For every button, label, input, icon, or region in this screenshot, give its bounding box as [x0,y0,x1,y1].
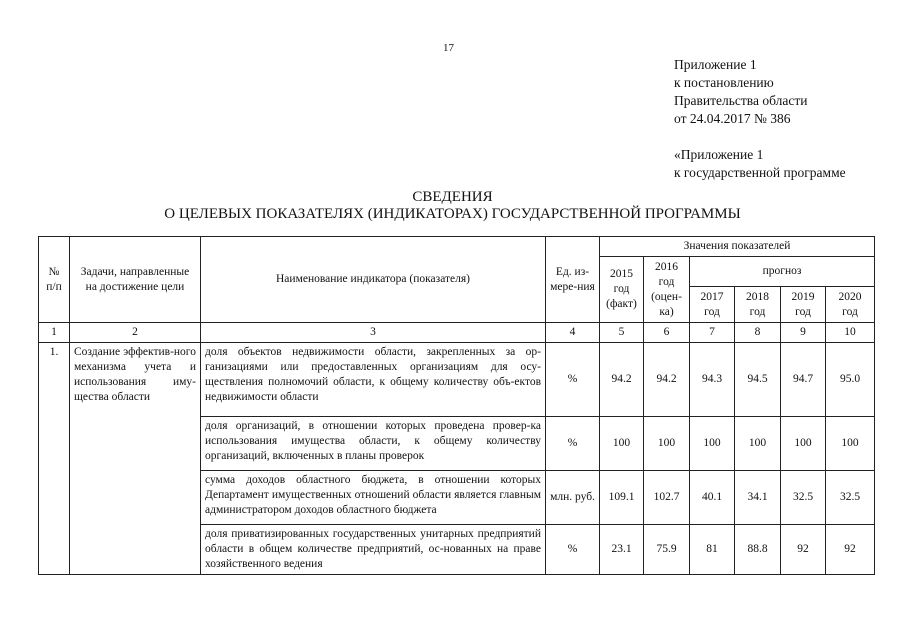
value-2016: 94.2 [644,343,690,417]
header-values: Значения показателей [600,237,875,257]
header-2017: 2017 год [690,287,735,323]
appendix-line: от 24.04.2017 № 386 [674,111,791,126]
value-2020: 95.0 [826,343,875,417]
header-unit: Ед. из-мере-ния [546,237,600,323]
header-num: № п/п [39,237,70,323]
value-2015: 109.1 [600,471,644,525]
indicator-unit: % [546,417,600,471]
indicator-unit: млн. руб. [546,471,600,525]
document-title: СВЕДЕНИЯ [412,189,493,205]
column-number: 3 [201,323,546,343]
page-number: 17 [443,42,454,54]
appendix-line: к постановлению [674,75,774,90]
value-2017: 94.3 [690,343,735,417]
column-number: 10 [826,323,875,343]
indicators-table [38,236,875,575]
value-2020: 100 [826,417,875,471]
value-2018: 88.8 [735,525,781,575]
value-2016: 100 [644,417,690,471]
task-description: Создание эффектив-ного механизма учета и использования иму-щества области [70,343,201,575]
appendix-line: «Приложение 1 [674,147,764,162]
indicator-name: доля объектов недвижимости области, закрепленных за ор-ганизациями или предоставленных организациям для осу-ществления полномочий области, к общему количеству объ-ектов недвижимости области [201,343,546,417]
table-row [39,343,875,417]
value-2020: 92 [826,525,875,575]
value-2019: 92 [781,525,826,575]
column-number: 1 [39,323,70,343]
column-number-row [39,323,875,343]
column-number: 4 [546,323,600,343]
value-2015: 100 [600,417,644,471]
document-subtitle: О ЦЕЛЕВЫХ ПОКАЗАТЕЛЯХ (ИНДИКАТОРАХ) ГОСУДАРСТВЕННОЙ ПРОГРАММЫ [164,206,741,222]
value-2015: 94.2 [600,343,644,417]
indicator-name: сумма доходов областного бюджета, в отношении которых Департамент имущественных отношений области является главным администратором доходов областного бюджета [201,471,546,525]
indicator-unit: % [546,343,600,417]
appendix-line: Приложение 1 [674,57,757,72]
indicator-name: доля приватизированных государственных унитарных предприятий области в общем количестве предприятий, ос-нованных на праве хозяйственного ведения [201,525,546,575]
column-number: 9 [781,323,826,343]
header-2018: 2018 год [735,287,781,323]
value-2016: 102.7 [644,471,690,525]
column-number: 2 [70,323,201,343]
column-number: 7 [690,323,735,343]
header-2020: 2020 год [826,287,875,323]
value-2017: 40.1 [690,471,735,525]
header-indicator: Наименование индикатора (показателя) [201,237,546,323]
value-2018: 34.1 [735,471,781,525]
header-2016: 2016 год (оцен-ка) [644,257,690,323]
value-2015: 23.1 [600,525,644,575]
value-2018: 100 [735,417,781,471]
column-number: 5 [600,323,644,343]
column-number: 8 [735,323,781,343]
value-2017: 100 [690,417,735,471]
value-2019: 94.7 [781,343,826,417]
appendix-line: к государственной программе [674,165,846,180]
appendix-block [674,56,846,182]
value-2016: 75.9 [644,525,690,575]
header-task: Задачи, направленные на достижение цели [70,237,201,323]
header-2019: 2019 год [781,287,826,323]
indicator-name: доля организаций, в отношении которых проведена провер-ка использования имущества области, к общему количеству организаций, включенных в планы проверок [201,417,546,471]
appendix-line: Правительства области [674,93,808,108]
value-2019: 100 [781,417,826,471]
header-forecast: прогноз [690,257,875,287]
header-2015: 2015 год (факт) [600,257,644,323]
value-2017: 81 [690,525,735,575]
header-row [39,237,875,257]
value-2018: 94.5 [735,343,781,417]
value-2020: 32.5 [826,471,875,525]
task-number: 1. [39,343,70,575]
value-2019: 32.5 [781,471,826,525]
indicator-unit: % [546,525,600,575]
appendix-spacer [674,128,846,146]
column-number: 6 [644,323,690,343]
